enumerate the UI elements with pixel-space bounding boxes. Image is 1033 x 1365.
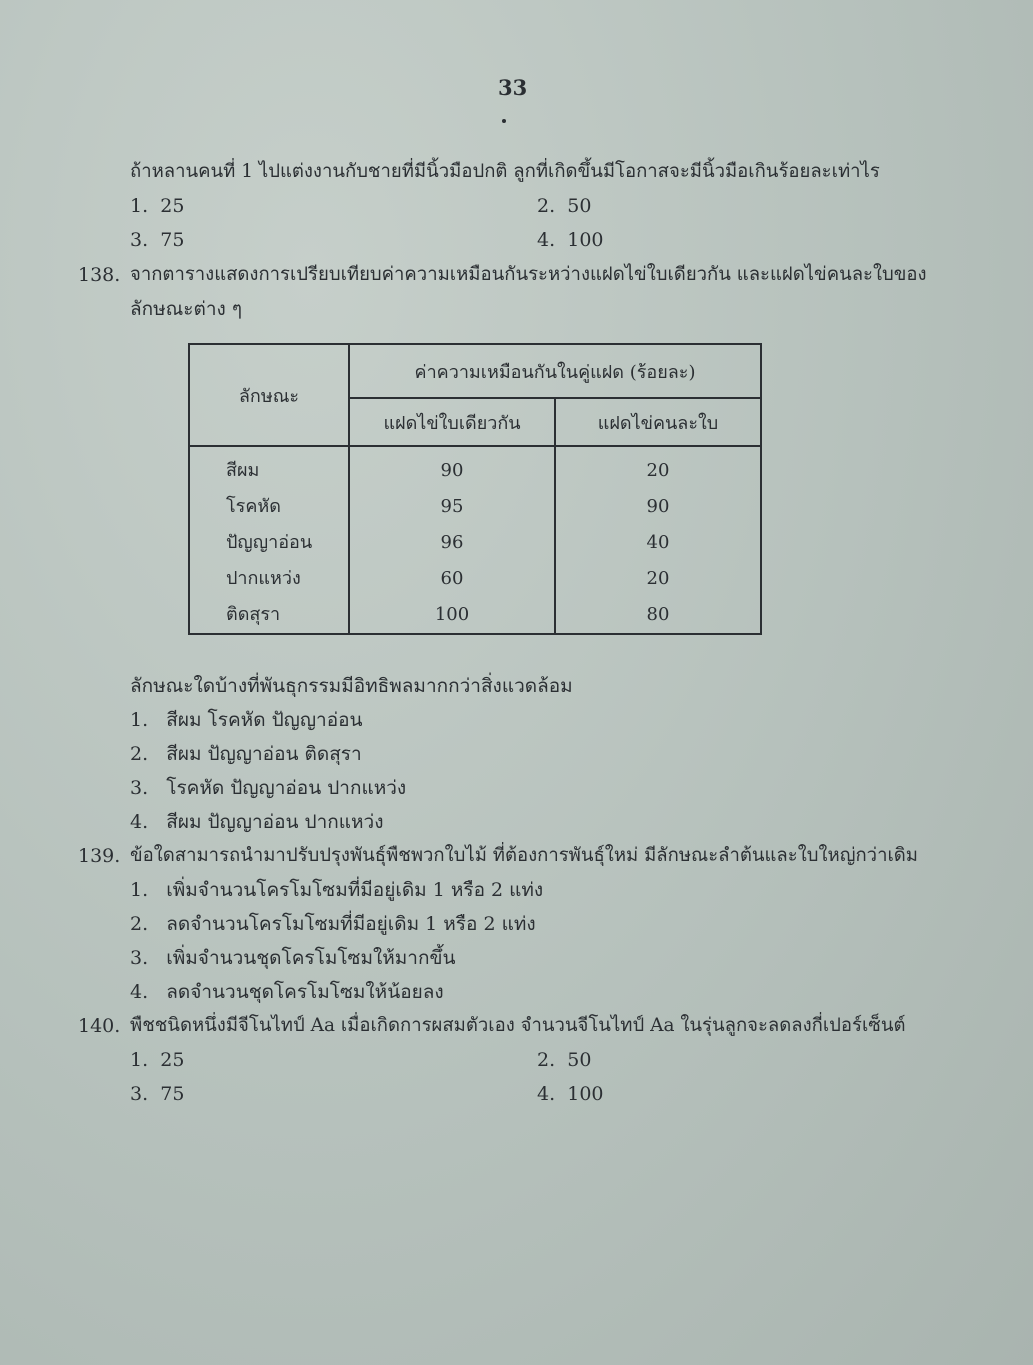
- trait-cell: โรคหัด: [189, 489, 349, 525]
- option-text: โรคหัด ปัญญาอ่อน ปากแหว่ง: [166, 777, 407, 799]
- table-row: [189, 525, 761, 561]
- identical-cell: 96: [349, 525, 555, 561]
- option-number: 4.: [537, 1083, 556, 1105]
- q140-option-1: [130, 1048, 184, 1072]
- table-row: [189, 446, 761, 489]
- option-text: 25: [160, 195, 185, 217]
- q139-option-3: [130, 946, 455, 970]
- option-number: 3.: [130, 777, 149, 799]
- q137-text: ถ้าหลานคนที่ 1 ไปแต่งงานกับชายที่มีนิ้วมือปกติ ลูกที่เกิดขึ้นมีโอกาสจะมีนิ้วมือเกินร้อยละเท่าไร: [130, 161, 880, 182]
- identical-cell: 60: [349, 561, 555, 597]
- table-row: [189, 597, 761, 634]
- q137-option-2: [537, 194, 591, 218]
- identical-cell: 100: [349, 597, 555, 634]
- option-number: 1.: [130, 879, 149, 901]
- page-dot: [502, 119, 506, 123]
- q138-option-2: [130, 742, 362, 766]
- option-number: 2.: [537, 195, 556, 217]
- option-number: 1.: [130, 195, 149, 217]
- option-number: 3.: [130, 229, 149, 251]
- option-text: เพิ่มจำนวนโครโมโซมที่มีอยู่เดิม 1 หรือ 2 แท่ง: [166, 879, 544, 901]
- option-text: สีผม ปัญญาอ่อน ติดสุรา: [166, 743, 362, 765]
- trait-cell: ปัญญาอ่อน: [189, 525, 349, 561]
- table-header-trait: ลักษณะ: [189, 344, 349, 446]
- option-text: 50: [567, 1049, 592, 1071]
- identical-cell: 95: [349, 489, 555, 525]
- q138-option-4: [130, 810, 383, 834]
- trait-cell: ปากแหว่ง: [189, 561, 349, 597]
- q137-option-4: [537, 228, 604, 252]
- table-row: [189, 489, 761, 525]
- fraternal-cell: 40: [555, 525, 761, 561]
- option-number: 2.: [537, 1049, 556, 1071]
- option-number: 4.: [537, 229, 556, 251]
- twin-similarity-table: [188, 343, 762, 635]
- fraternal-cell: 20: [555, 561, 761, 597]
- option-number: 3.: [130, 947, 149, 969]
- q140-option-3: [130, 1082, 184, 1106]
- fraternal-cell: 90: [555, 489, 761, 525]
- option-number: 3.: [130, 1083, 149, 1105]
- option-text: 100: [567, 1083, 604, 1105]
- q139-option-4: [130, 980, 444, 1004]
- q139-option-2: [130, 912, 536, 936]
- option-number: 2.: [130, 913, 149, 935]
- q138-option-1: [130, 708, 363, 732]
- option-text: สีผม โรคหัด ปัญญาอ่อน: [166, 709, 363, 731]
- table-header-group: ค่าความเหมือนกันในคู่แฝด (ร้อยละ): [349, 344, 761, 398]
- table-row: [189, 561, 761, 597]
- option-text: 100: [567, 229, 604, 251]
- option-number: 1.: [130, 709, 149, 731]
- fraternal-cell: 20: [555, 446, 761, 489]
- table-header-fraternal: แฝดไข่คนละใบ: [555, 398, 761, 446]
- option-text: เพิ่มจำนวนชุดโครโมโซมให้มากขึ้น: [166, 947, 456, 969]
- identical-cell: 90: [349, 446, 555, 489]
- q138-question: ลักษณะใดบ้างที่พันธุกรรมมีอิทธิพลมากกว่าสิ่งแวดล้อม: [130, 675, 573, 697]
- q140-option-2: [537, 1048, 591, 1072]
- option-text: 25: [160, 1049, 185, 1071]
- option-number: 2.: [130, 743, 149, 765]
- option-number: 4.: [130, 811, 149, 833]
- table-header-identical: แฝดไข่ใบเดียวกัน: [349, 398, 555, 446]
- q137-option-3: [130, 228, 184, 252]
- option-text: 50: [567, 195, 592, 217]
- q138-option-3: [130, 776, 406, 800]
- option-text: 75: [160, 229, 185, 251]
- trait-cell: สีผม: [189, 446, 349, 489]
- q139-number: 139.: [78, 845, 121, 867]
- fraternal-cell: 80: [555, 597, 761, 634]
- q138-line2: ลักษณะต่าง ๆ: [130, 298, 243, 320]
- page-number: 33: [498, 75, 528, 100]
- option-text: 75: [160, 1083, 185, 1105]
- option-text: ลดจำนวนชุดโครโมโซมให้น้อยลง: [166, 981, 444, 1003]
- q139-option-1: [130, 878, 543, 902]
- option-text: สีผม ปัญญาอ่อน ปากแหว่ง: [166, 811, 384, 833]
- trait-cell: ติดสุรา: [189, 597, 349, 634]
- q139-text: ข้อใดสามารถนำมาปรับปรุงพันธุ์พืชพวกใบไม้ ที่ต้องการพันธุ์ใหม่ มีลักษณะลำต้นและใบใหญ่กว่าเดิม: [130, 845, 918, 866]
- q138-line1: จากตารางแสดงการเปรียบเทียบค่าความเหมือนกันระหว่างแฝดไข่ใบเดียวกัน และแฝดไข่คนละใบของ: [130, 264, 927, 285]
- option-number: 1.: [130, 1049, 149, 1071]
- q140-text: พืชชนิดหนึ่งมีจีโนไทป์ Aa เมื่อเกิดการผสมตัวเอง จำนวนจีโนไทป์ Aa ในรุ่นลูกจะลดลงกี่เปอร์เซ็นต์: [130, 1015, 906, 1036]
- q138-number: 138.: [78, 264, 121, 286]
- q137-option-1: [130, 194, 184, 218]
- option-number: 4.: [130, 981, 149, 1003]
- q140-option-4: [537, 1082, 604, 1106]
- q140-number: 140.: [78, 1015, 121, 1037]
- option-text: ลดจำนวนโครโมโซมที่มีอยู่เดิม 1 หรือ 2 แท่ง: [166, 913, 536, 935]
